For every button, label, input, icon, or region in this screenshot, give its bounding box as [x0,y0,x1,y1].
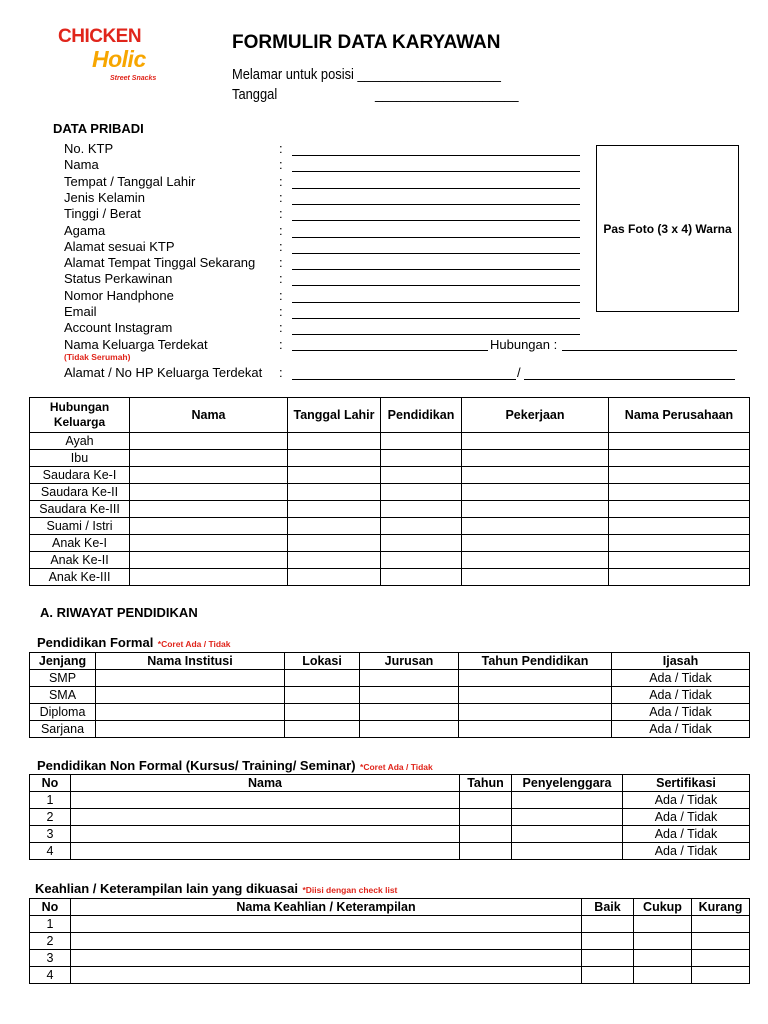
certificate-choice[interactable]: Ada / Tidak [623,826,750,843]
input-cell[interactable] [288,484,381,501]
input-cell[interactable] [459,721,612,738]
field-input[interactable] [292,143,580,156]
input-cell[interactable] [285,721,360,738]
table-row [30,950,750,967]
colon: : [279,141,283,156]
photo-label: Pas Foto (3 x 4) Warna [603,221,732,236]
input-cell[interactable] [462,450,609,467]
input-cell[interactable] [460,843,512,860]
input-cell[interactable] [71,933,582,950]
table-row [30,484,750,501]
column-header: Tahun Pendidikan [459,653,612,670]
input-cell[interactable] [381,467,462,484]
input-cell[interactable] [130,484,288,501]
field-input[interactable] [292,257,580,270]
column-header: No [30,775,71,792]
table-row [30,670,750,687]
nonformal-title-row [37,757,433,775]
logo-text-tagline: Street Snacks [110,75,157,82]
input-cell[interactable] [459,670,612,687]
table-row [30,704,750,721]
relative-address-input[interactable] [292,367,516,380]
input-cell[interactable] [130,433,288,450]
row-number: 1 [30,792,71,809]
level-cell: Diploma [30,704,96,721]
input-cell[interactable] [71,809,460,826]
relative-name-input[interactable] [292,338,488,351]
colon: : [279,157,283,173]
formal-education-table [29,652,750,738]
input-cell[interactable] [460,826,512,843]
column-header: Kurang [692,899,750,916]
family-table [29,397,750,586]
input-cell[interactable] [285,670,360,687]
input-cell[interactable] [130,450,288,467]
certificate-choice[interactable]: Ada / Tidak [612,687,750,704]
row-number: 3 [30,950,71,967]
personal-data-heading: DATA PRIBADI [53,121,144,136]
nonformal-education-title: Pendidikan Non Formal (Kursus/ Training/ Seminar) [37,758,356,773]
company-logo [58,26,170,86]
table-row [30,433,750,450]
position-field[interactable]: Melamar untuk posisi ____________________ [232,66,501,83]
colon: : [279,255,283,271]
certificate-choice[interactable]: Ada / Tidak [623,809,750,826]
column-header: Nama Keahlian / Keterampilan [71,899,582,916]
relation-cell: Ayah [30,433,130,450]
table-row [30,518,750,535]
column-header: Nama [130,398,288,433]
level-cell: SMA [30,687,96,704]
input-cell[interactable] [130,518,288,535]
input-cell[interactable] [130,467,288,484]
input-cell[interactable] [381,518,462,535]
column-header: Baik [582,899,634,916]
input-cell[interactable] [692,967,750,984]
certificate-choice[interactable]: Ada / Tidak [612,704,750,721]
input-cell[interactable] [462,535,609,552]
table-row [30,809,750,826]
field-label: Email [64,304,97,319]
column-header: Pekerjaan [462,398,609,433]
input-cell[interactable] [288,535,381,552]
input-cell[interactable] [71,967,582,984]
field-label: Jenis Kelamin [64,189,145,205]
relation-cell: Saudara Ke-II [30,484,130,501]
table-row [30,450,750,467]
education-section-heading: A. RIWAYAT PENDIDIKAN [40,605,198,620]
input-cell[interactable] [130,535,288,552]
nonformal-education-note: *Coret Ada / Tidak [360,762,433,772]
row-number: 2 [30,933,71,950]
skills-title-row [35,880,397,898]
row-number: 3 [30,826,71,843]
input-cell[interactable] [634,950,692,967]
table-row [30,967,750,984]
colon: : [279,271,283,287]
logo-text-holic: Holic [92,46,146,72]
field-label: Alamat Tempat Tinggal Sekarang [64,255,256,271]
input-cell[interactable] [381,450,462,467]
colon: : [279,304,283,319]
input-cell[interactable] [285,687,360,704]
field-label: Nomor Handphone [64,287,174,303]
input-cell[interactable] [582,950,634,967]
input-cell[interactable] [634,916,692,933]
table-row [30,721,750,738]
level-cell: SMP [30,670,96,687]
form-title: FORMULIR DATA KARYAWAN [232,32,501,53]
row-number: 4 [30,967,71,984]
input-cell[interactable] [512,792,623,809]
skills-title: Keahlian / Keterampilan lain yang dikuasai [35,881,298,896]
formal-education-title: Pendidikan Formal [37,635,154,650]
relation-cell: Saudara Ke-I [30,467,130,484]
input-cell[interactable] [360,670,459,687]
field-input[interactable] [292,208,580,221]
input-cell[interactable] [360,721,459,738]
input-cell[interactable] [462,501,609,518]
field-label: Agama [64,222,106,238]
input-cell[interactable] [288,569,381,586]
input-cell[interactable] [71,950,582,967]
input-cell[interactable] [381,569,462,586]
column-header: Penyelenggara [512,775,623,792]
input-cell[interactable] [96,670,285,687]
column-header: Tahun [460,775,512,792]
colon: : [279,320,283,336]
input-cell[interactable] [609,450,750,467]
table-row [30,687,750,704]
input-cell[interactable] [460,792,512,809]
column-header: Pendidikan [381,398,462,433]
table-row [30,501,750,518]
input-cell[interactable] [96,721,285,738]
column-header: Hubungan Keluarga [30,398,130,433]
input-cell[interactable] [288,501,381,518]
table-row [30,552,750,569]
relation-cell: Ibu [30,450,130,467]
row-number: 1 [30,916,71,933]
field-label: Tempat / Tanggal Lahir [64,173,196,189]
input-cell[interactable] [285,704,360,721]
input-cell[interactable] [96,687,285,704]
table-row [30,916,750,933]
input-cell[interactable] [512,809,623,826]
input-cell[interactable] [462,569,609,586]
table-row [30,569,750,586]
column-header: Cukup [634,899,692,916]
skills-note: *Diisi dengan check list [302,885,398,895]
input-cell[interactable] [360,704,459,721]
field-label: Tinggi / Berat [64,206,141,222]
table-row [30,933,750,950]
certificate-choice[interactable]: Ada / Tidak [623,792,750,809]
input-cell[interactable] [96,704,285,721]
input-cell[interactable] [634,967,692,984]
field-label: No. KTP [64,141,114,156]
certificate-choice[interactable]: Ada / Tidak [612,721,750,738]
relative-phone-input[interactable] [524,367,735,380]
input-cell[interactable] [692,950,750,967]
input-cell[interactable] [609,467,750,484]
column-header: Nama Perusahaan [609,398,750,433]
input-cell[interactable] [381,552,462,569]
colon: : [279,365,283,380]
input-cell[interactable] [130,501,288,518]
input-cell[interactable] [459,687,612,704]
input-cell[interactable] [459,704,612,721]
input-cell[interactable] [288,552,381,569]
input-cell[interactable] [634,933,692,950]
column-header: Jenjang [30,653,96,670]
input-cell[interactable] [609,518,750,535]
colon: : [279,222,283,238]
input-cell[interactable] [609,535,750,552]
input-cell[interactable] [288,450,381,467]
input-cell[interactable] [360,687,459,704]
formal-education-note: *Coret Ada / Tidak [157,639,231,649]
input-cell[interactable] [462,484,609,501]
field-input[interactable] [292,273,580,286]
input-cell[interactable] [692,933,750,950]
input-cell[interactable] [692,916,750,933]
input-cell[interactable] [130,552,288,569]
field-input[interactable] [292,306,580,319]
level-cell: Sarjana [30,721,96,738]
input-cell[interactable] [462,467,609,484]
relation-label: Hubungan : [490,337,558,352]
column-header: Tanggal Lahir [288,398,381,433]
field-input[interactable] [292,176,580,189]
table-row [30,826,750,843]
column-header: Lokasi [285,653,360,670]
input-cell[interactable] [381,535,462,552]
input-cell[interactable] [130,569,288,586]
relation-cell: Anak Ke-I [30,535,130,552]
field-input[interactable] [292,225,580,238]
colon: : [279,337,283,352]
relative-name-label: Nama Keluarga Terdekat [64,337,208,352]
field-label: Nama [64,157,99,173]
certificate-choice[interactable]: Ada / Tidak [612,670,750,687]
input-cell[interactable] [609,433,750,450]
date-field[interactable]: ____________________ [375,86,519,103]
row-number: 4 [30,843,71,860]
input-cell[interactable] [288,518,381,535]
input-cell[interactable] [288,467,381,484]
input-cell[interactable] [582,916,634,933]
field-input[interactable] [292,241,580,254]
input-cell[interactable] [462,552,609,569]
field-label: Alamat sesuai KTP [64,238,175,254]
input-cell[interactable] [71,843,460,860]
input-cell[interactable] [609,569,750,586]
input-cell[interactable] [381,433,462,450]
field-input[interactable] [292,290,580,303]
date-label: Tanggal [232,86,278,103]
colon: : [279,206,283,222]
input-cell[interactable] [512,826,623,843]
input-cell[interactable] [71,826,460,843]
colon: : [279,287,283,303]
input-cell[interactable] [609,484,750,501]
relative-address-label: Alamat / No HP Keluarga Terdekat [64,365,263,380]
skills-table [29,898,750,984]
relation-input[interactable] [562,338,737,351]
field-input[interactable] [292,192,580,205]
slash: / [517,365,521,380]
certificate-choice[interactable]: Ada / Tidak [623,843,750,860]
input-cell[interactable] [71,916,582,933]
field-label: Account Instagram [64,320,173,336]
photo-box[interactable] [596,145,739,312]
logo-text-chicken: CHICKEN [58,26,142,47]
table-row [30,843,750,860]
table-row [30,467,750,484]
column-header: Ijasah [612,653,750,670]
colon: : [279,173,283,189]
column-header: No [30,899,71,916]
column-header: Nama Institusi [96,653,285,670]
input-cell[interactable] [582,933,634,950]
relation-cell: Anak Ke-II [30,552,130,569]
relation-cell: Anak Ke-III [30,569,130,586]
input-cell[interactable] [462,433,609,450]
input-cell[interactable] [288,433,381,450]
input-cell[interactable] [512,843,623,860]
input-cell[interactable] [462,518,609,535]
input-cell[interactable] [609,552,750,569]
formal-title-row [37,634,231,652]
input-cell[interactable] [381,484,462,501]
column-header: Jurusan [360,653,459,670]
input-cell[interactable] [460,809,512,826]
colon: : [279,238,283,254]
input-cell[interactable] [71,792,460,809]
field-input[interactable] [292,322,580,335]
nonformal-education-table [29,774,750,860]
colon: : [279,189,283,205]
field-label: Status Perkawinan [64,271,173,287]
relation-cell: Suami / Istri [30,518,130,535]
input-cell[interactable] [381,501,462,518]
column-header: Sertifikasi [623,775,750,792]
table-row [30,792,750,809]
relative-note: (Tidak Serumah) [64,352,131,362]
input-cell[interactable] [582,967,634,984]
row-number: 2 [30,809,71,826]
table-row [30,535,750,552]
input-cell[interactable] [609,501,750,518]
column-header: Nama [71,775,460,792]
relation-cell: Saudara Ke-III [30,501,130,518]
field-input[interactable] [292,159,580,172]
